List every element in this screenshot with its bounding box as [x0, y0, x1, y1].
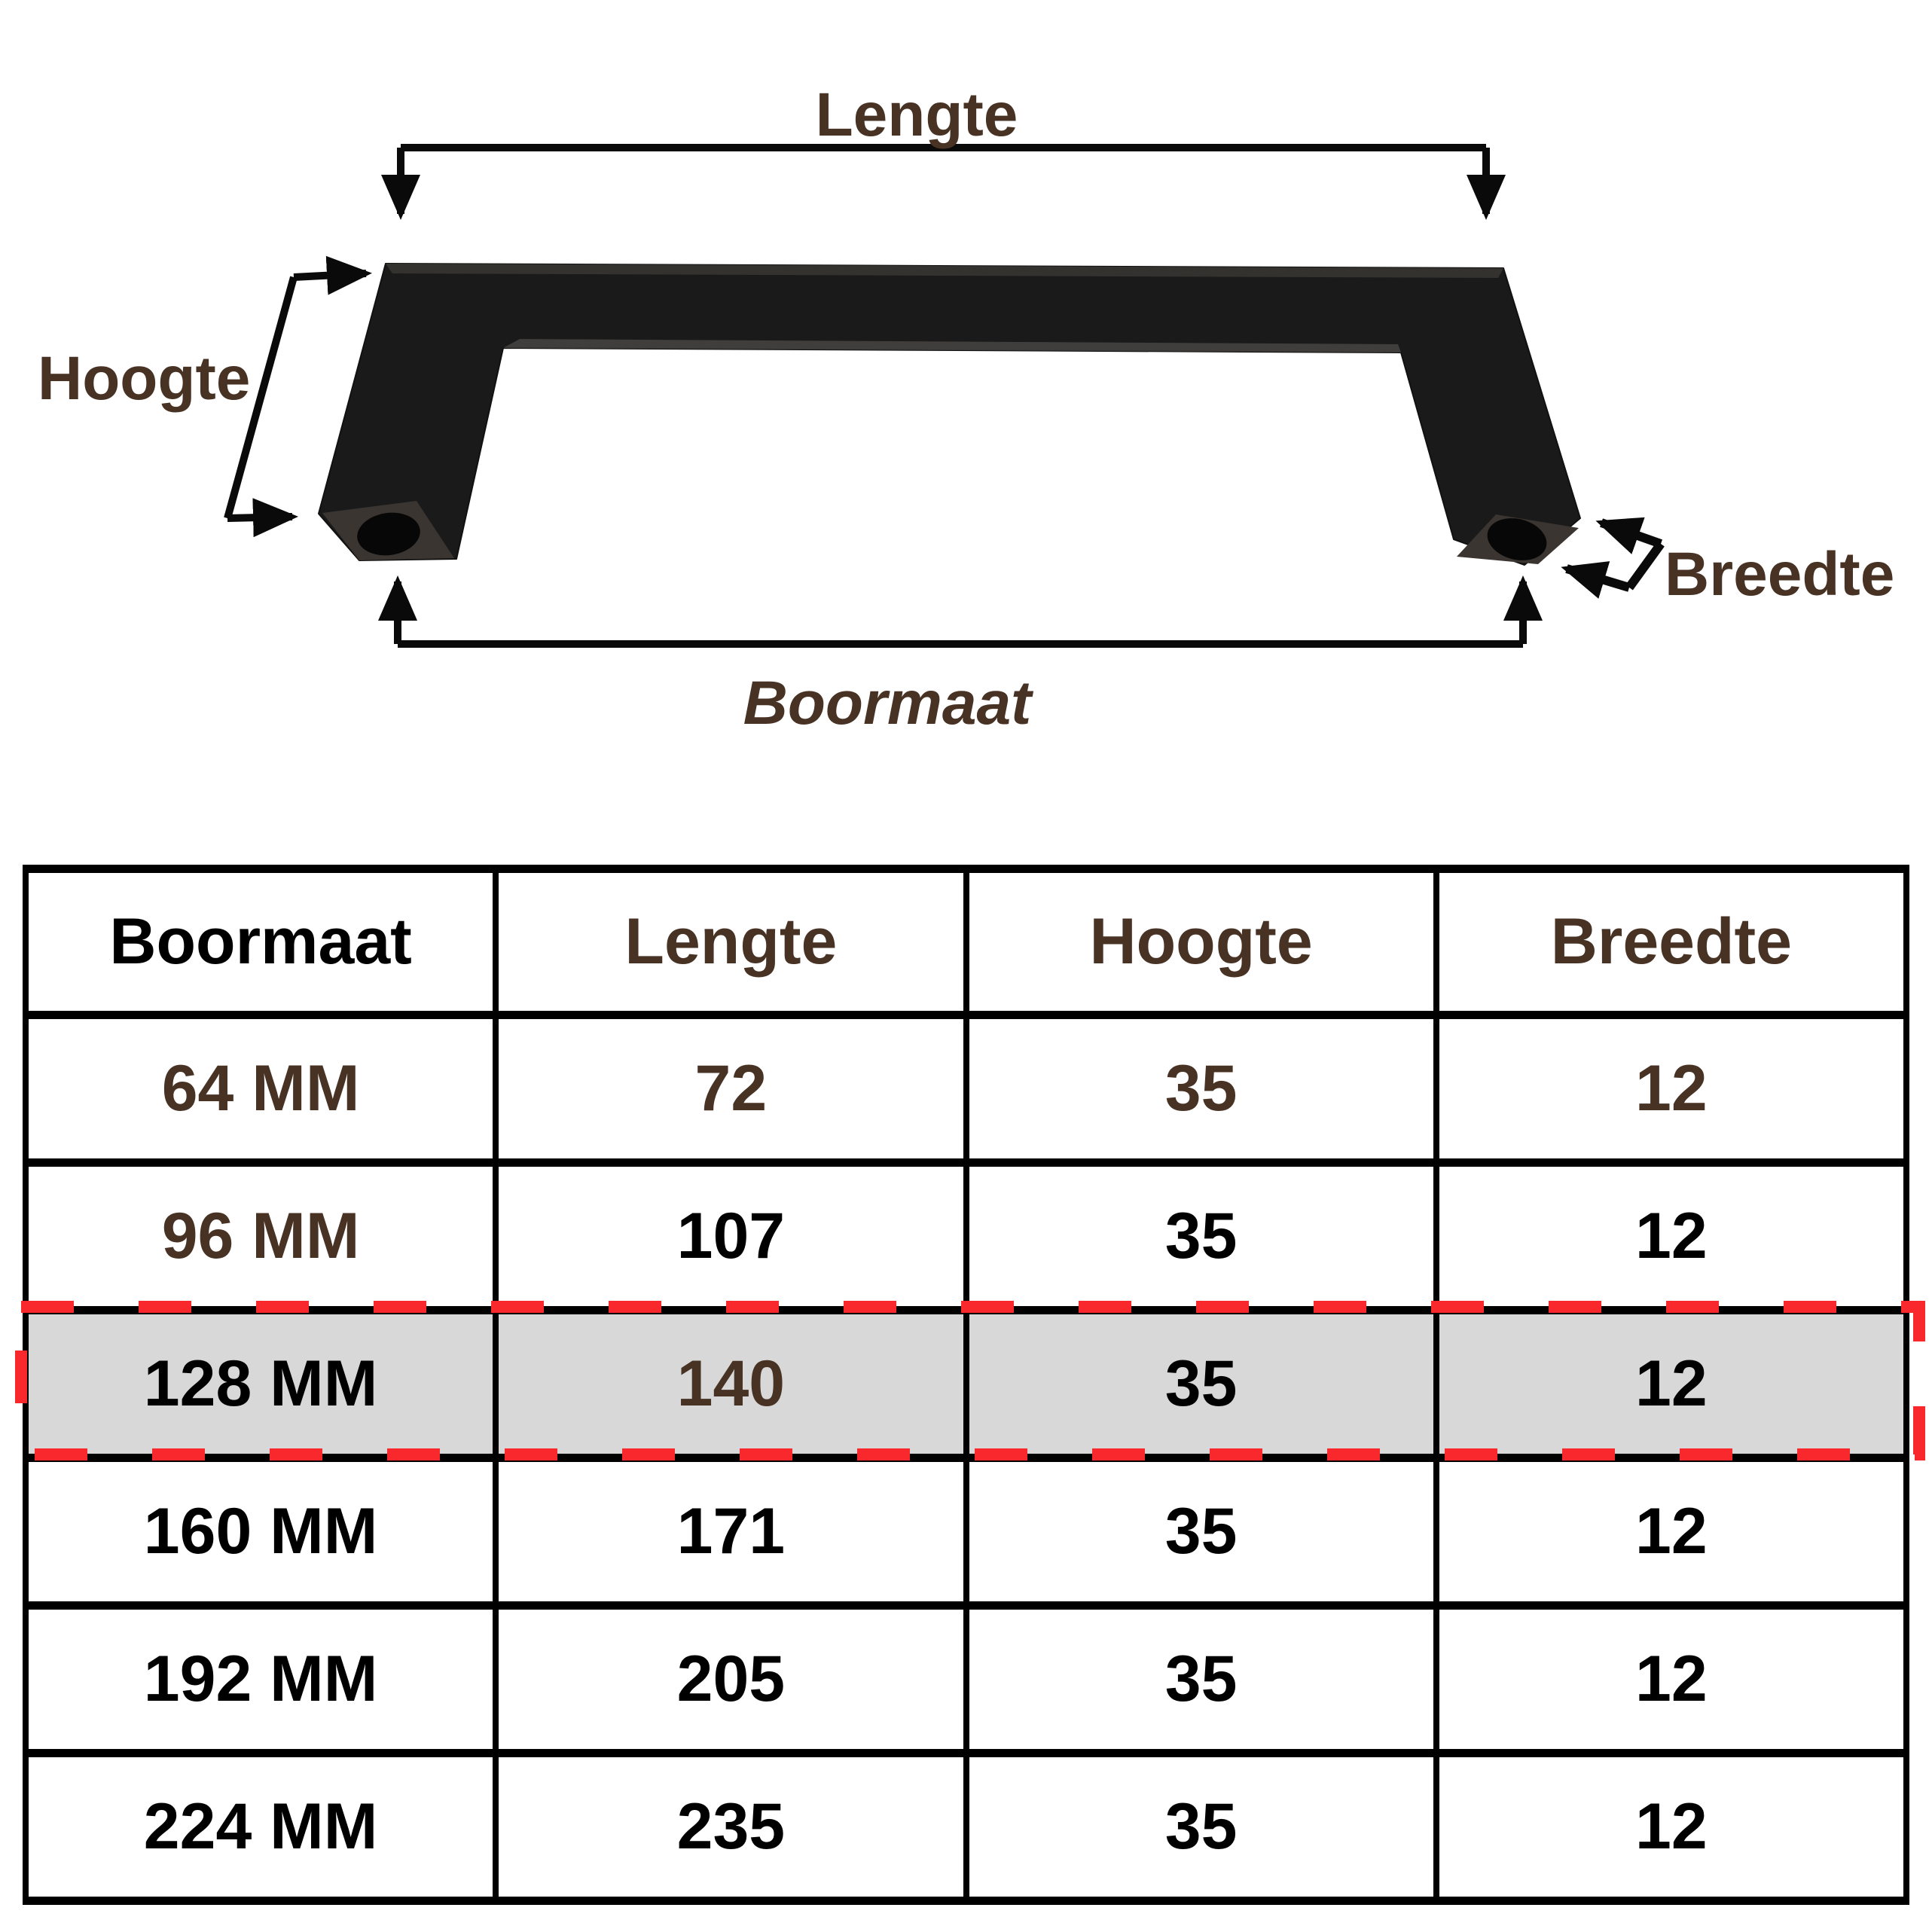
- column-header-boormaat: Boormaat: [26, 869, 496, 1015]
- lengte-dimension-lines: [401, 148, 1486, 214]
- table-row: [26, 1163, 1906, 1311]
- table-row: [26, 1753, 1906, 1901]
- spec-table-container: [23, 865, 1909, 1905]
- cell-breedte: 12: [1436, 1015, 1906, 1163]
- cell-hoogte: 35: [966, 1753, 1436, 1901]
- cell-hoogte: 35: [966, 1458, 1436, 1606]
- lengte-dimension-label: Lengte: [815, 81, 1018, 149]
- cell-breedte: 12: [1436, 1458, 1906, 1606]
- cell-boormaat: 96 MM: [26, 1163, 496, 1311]
- boormaat-dimension-lines: [398, 581, 1523, 644]
- cell-hoogte: 35: [966, 1163, 1436, 1311]
- breedte-dimension-lines: [1567, 523, 1661, 588]
- breedte-dimension-label: Breedte: [1665, 540, 1895, 609]
- column-header-hoogte: Hoogte: [966, 869, 1436, 1015]
- cell-breedte: 12: [1436, 1606, 1906, 1753]
- dimensions-table: [23, 865, 1909, 1905]
- cell-hoogte: 35: [966, 1606, 1436, 1753]
- cell-lengte: 171: [496, 1458, 966, 1606]
- cell-breedte: 12: [1436, 1753, 1906, 1901]
- cell-boormaat: 224 MM: [26, 1753, 496, 1901]
- cell-hoogte: 35: [966, 1311, 1436, 1458]
- table-row: [26, 1458, 1906, 1606]
- cell-lengte: 205: [496, 1606, 966, 1753]
- boormaat-dimension-label: Boormaat: [743, 669, 1032, 737]
- cell-lengte: 107: [496, 1163, 966, 1311]
- cell-boormaat: 128 MM: [26, 1311, 496, 1458]
- cell-lengte: 140: [496, 1311, 966, 1458]
- cell-boormaat: 192 MM: [26, 1606, 496, 1753]
- cell-boormaat: 160 MM: [26, 1458, 496, 1606]
- cell-breedte: 12: [1436, 1311, 1906, 1458]
- cell-hoogte: 35: [966, 1015, 1436, 1163]
- handle-silhouette: [319, 264, 1580, 565]
- hoogte-dimension-label: Hoogte: [38, 344, 251, 413]
- table-row: [26, 1015, 1906, 1163]
- table-row: [26, 1606, 1906, 1753]
- cell-lengte: 72: [496, 1015, 966, 1163]
- column-header-lengte: Lengte: [496, 869, 966, 1015]
- cell-breedte: 12: [1436, 1163, 1906, 1311]
- table-header-row: [26, 869, 1906, 1015]
- cell-lengte: 235: [496, 1753, 966, 1901]
- handle-illustration: [319, 264, 1580, 566]
- cell-boormaat: 64 MM: [26, 1015, 496, 1163]
- table-row-highlighted: [26, 1311, 1906, 1458]
- column-header-breedte: Breedte: [1436, 869, 1906, 1015]
